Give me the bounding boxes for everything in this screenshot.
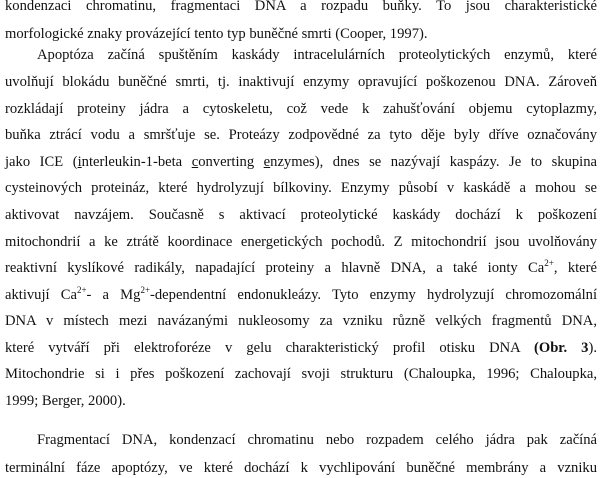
figure-reference: (Obr. 3 <box>533 340 589 356</box>
text-line: uvolňují blokádu buněčné smrti, tj. inaktivují enzymy opravující poškozenou DNA. Zároveň <box>5 74 597 90</box>
text-line: Apoptóza začíná spuštěním kaskády intracelulárních proteolytických enzymů, které <box>37 47 597 63</box>
text-line: 1999; Berger, 2000). <box>5 393 126 409</box>
text-line: aktivují $Ca^{2+}-$ a $Mg^{2+}$-dependentní endonukleázy. Tyto enzymy hydrolyzují chromozomální <box>5 285 598 303</box>
text-line: mitochondrií a ke ztrátě koordinace energetických pochodů. Z mitochondrií jsou uvolňovány <box>5 234 597 250</box>
text-line: morfologické znaky provázející tento typ buněčné smrti (Cooper, 1997). <box>5 26 428 42</box>
text-line: Mitochondrie si i přes poškození zachovají svoji strukturu (Chaloupka, 1996; Chaloupka, <box>5 366 597 382</box>
text-line: cysteinových proteináz, které hydrolyzují bílkoviny. Enzymy působí v kaskádě a mohou se <box>5 180 597 196</box>
text-line: terminální fáze apoptózy, ve které dochází k vychlipování buněčné membrány a vzniku <box>5 460 597 476</box>
text-line: Fragmentací DNA, kondenzací chromatinu nebo rozpadem celého jádra pak začíná <box>37 432 597 448</box>
text-line: rozkládají proteiny jádra a cytoskeletu, což vede k zahušťování objemu cytoplazmy, <box>5 101 597 117</box>
text-line: jako ICE (interleukin-1-beta converting enzymes), dnes se nazývají kaspázy. Je to skupina <box>5 154 598 170</box>
text-line: DNA v místech mezi navázanými nukleosomy za vzniku různě velkých fragmentů DNA, <box>5 313 597 329</box>
text-line: buňka ztrácí vodu a smršťuje se. Proteázy zodpovědné za tyto děje byly dříve označovány <box>5 127 597 143</box>
text-line: kondenzaci chromatinu, fragmentaci DNA a rozpadu buňky. To jsou charakteristické <box>5 0 597 14</box>
text-line: reaktivní kyslíkové radikály, napadající proteiny a hlavně DNA, a také ionty $Ca^{2+}$, které <box>5 258 597 276</box>
text-line: aktivovat navzájem. Současně s aktivací proteolytické kaskády dochází k poškození <box>5 207 597 223</box>
text-line: které vytváří při elektroforéze v gelu charakteristický profil otisku DNA (Obr. 3). <box>5 340 597 356</box>
